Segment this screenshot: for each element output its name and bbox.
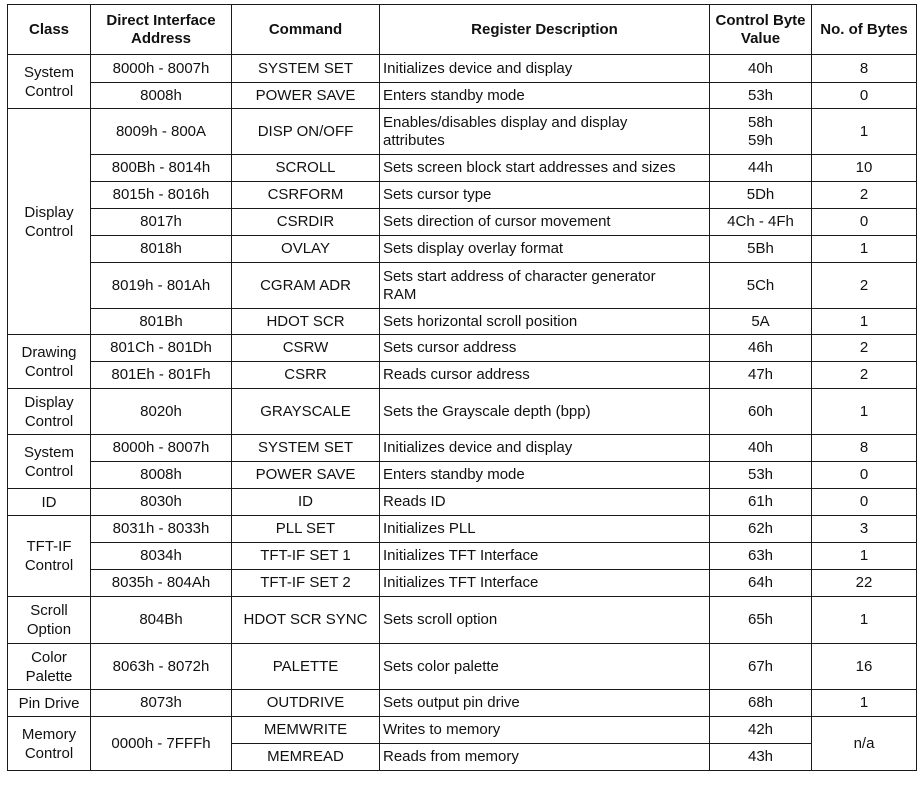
table-row (8, 597, 917, 644)
bytes-cell: 0 (812, 489, 917, 516)
bytes-cell: 22 (812, 570, 917, 597)
control-byte-cell: 46h (710, 335, 812, 362)
class-cell: System Control (8, 435, 91, 489)
control-byte-cell: 4Ch - 4Fh (710, 209, 812, 236)
class-cell: ID (8, 489, 91, 516)
address-cell: 8063h - 8072h (91, 644, 232, 690)
description-cell: Enables/disables display and display attributes (380, 109, 710, 155)
description-cell: Sets the Grayscale depth (bpp) (380, 389, 710, 435)
control-byte-cell: 5Bh (710, 236, 812, 263)
table-row (8, 309, 917, 335)
description-cell: Sets horizontal scroll position (380, 309, 710, 335)
command-cell: OUTDRIVE (232, 690, 380, 717)
command-cell: OVLAY (232, 236, 380, 263)
class-cell: TFT-IF Control (8, 516, 91, 597)
control-byte-cell: 43h (710, 744, 812, 771)
description-cell: Reads cursor address (380, 362, 710, 389)
table-row (8, 717, 917, 744)
class-cell: Drawing Control (8, 335, 91, 389)
description-cell: Reads from memory (380, 744, 710, 771)
description-cell: Sets start address of character generator RAM (380, 263, 710, 309)
address-cell: 800Bh - 8014h (91, 155, 232, 182)
bytes-cell: 2 (812, 182, 917, 209)
command-cell: CGRAM ADR (232, 263, 380, 309)
command-cell: TFT-IF SET 1 (232, 543, 380, 570)
command-cell: MEMWRITE (232, 717, 380, 744)
address-cell: 8008h (91, 83, 232, 109)
bytes-cell: 1 (812, 109, 917, 155)
class-cell: Display Control (8, 389, 91, 435)
command-cell: SCROLL (232, 155, 380, 182)
description-cell: Sets color palette (380, 644, 710, 690)
header-command: Command (232, 5, 380, 55)
description-cell: Initializes TFT Interface (380, 570, 710, 597)
bytes-cell: 0 (812, 209, 917, 236)
control-byte-cell: 40h (710, 435, 812, 462)
table-row (8, 389, 917, 435)
address-cell: 8020h (91, 389, 232, 435)
description-cell: Reads ID (380, 489, 710, 516)
bytes-cell: 2 (812, 263, 917, 309)
class-cell: System Control (8, 55, 91, 109)
control-byte-cell: 65h (710, 597, 812, 644)
address-cell: 8019h - 801Ah (91, 263, 232, 309)
class-cell: Color Palette (8, 644, 91, 690)
control-byte-cell: 47h (710, 362, 812, 389)
control-byte-cell: 60h (710, 389, 812, 435)
command-cell: SYSTEM SET (232, 435, 380, 462)
bytes-cell: 8 (812, 435, 917, 462)
table-row (8, 83, 917, 109)
table-row (8, 55, 917, 83)
description-cell: Initializes PLL (380, 516, 710, 543)
control-byte-cell: 53h (710, 83, 812, 109)
address-cell: 8018h (91, 236, 232, 263)
address-cell: 801Ch - 801Dh (91, 335, 232, 362)
class-cell: Memory Control (8, 717, 91, 771)
class-cell: Display Control (8, 109, 91, 335)
address-cell: 8073h (91, 690, 232, 717)
table-row (8, 462, 917, 489)
control-byte-cell: 58h 59h (710, 109, 812, 155)
bytes-cell: 1 (812, 690, 917, 717)
table-row (8, 236, 917, 263)
description-cell: Enters standby mode (380, 462, 710, 489)
description-cell: Sets cursor type (380, 182, 710, 209)
header-description: Register Description (380, 5, 710, 55)
control-byte-cell: 53h (710, 462, 812, 489)
description-cell: Writes to memory (380, 717, 710, 744)
table-row (8, 489, 917, 516)
table-row (8, 543, 917, 570)
header-num-bytes: No. of Bytes (812, 5, 917, 55)
class-cell: Pin Drive (8, 690, 91, 717)
address-cell: 8031h - 8033h (91, 516, 232, 543)
address-cell: 8009h - 800A (91, 109, 232, 155)
description-cell: Initializes device and display (380, 435, 710, 462)
class-cell: Scroll Option (8, 597, 91, 644)
description-cell: Sets direction of cursor movement (380, 209, 710, 236)
table-row (8, 516, 917, 543)
command-cell: TFT-IF SET 2 (232, 570, 380, 597)
control-byte-cell: 63h (710, 543, 812, 570)
address-cell: 0000h - 7FFFh (91, 717, 232, 771)
bytes-cell: 0 (812, 462, 917, 489)
command-cell: POWER SAVE (232, 83, 380, 109)
register-table (7, 4, 917, 771)
control-byte-cell: 5Dh (710, 182, 812, 209)
control-byte-cell: 5Ch (710, 263, 812, 309)
bytes-cell: 1 (812, 236, 917, 263)
control-byte-cell: 61h (710, 489, 812, 516)
description-cell: Initializes device and display (380, 55, 710, 83)
address-cell: 8000h - 8007h (91, 435, 232, 462)
header-class: Class (8, 5, 91, 55)
header-row (8, 5, 917, 55)
table-row (8, 182, 917, 209)
bytes-cell: 8 (812, 55, 917, 83)
bytes-cell: 2 (812, 362, 917, 389)
description-cell: Sets cursor address (380, 335, 710, 362)
description-cell: Initializes TFT Interface (380, 543, 710, 570)
bytes-cell: 1 (812, 543, 917, 570)
control-byte-cell: 44h (710, 155, 812, 182)
command-cell: GRAYSCALE (232, 389, 380, 435)
table-row (8, 362, 917, 389)
header-control-byte: Control Byte Value (710, 5, 812, 55)
command-cell: HDOT SCR SYNC (232, 597, 380, 644)
description-cell: Sets screen block start addresses and sizes (380, 155, 710, 182)
address-cell: 8034h (91, 543, 232, 570)
control-byte-cell: 67h (710, 644, 812, 690)
register-table-wrapper (7, 4, 917, 771)
table-row (8, 690, 917, 717)
address-cell: 8030h (91, 489, 232, 516)
address-cell: 801Eh - 801Fh (91, 362, 232, 389)
bytes-cell: 3 (812, 516, 917, 543)
table-row (8, 644, 917, 690)
control-byte-cell: 5A (710, 309, 812, 335)
control-byte-cell: 40h (710, 55, 812, 83)
command-cell: HDOT SCR (232, 309, 380, 335)
table-row (8, 109, 917, 155)
command-cell: CSRW (232, 335, 380, 362)
bytes-cell: 16 (812, 644, 917, 690)
command-cell: MEMREAD (232, 744, 380, 771)
control-byte-cell: 68h (710, 690, 812, 717)
command-cell: ID (232, 489, 380, 516)
command-cell: CSRR (232, 362, 380, 389)
table-row (8, 570, 917, 597)
address-cell: 8017h (91, 209, 232, 236)
address-cell: 804Bh (91, 597, 232, 644)
command-cell: SYSTEM SET (232, 55, 380, 83)
bytes-cell: 1 (812, 309, 917, 335)
address-cell: 8015h - 8016h (91, 182, 232, 209)
header-address: Direct Interface Address (91, 5, 232, 55)
description-cell: Enters standby mode (380, 83, 710, 109)
address-cell: 801Bh (91, 309, 232, 335)
table-row (8, 335, 917, 362)
control-byte-cell: 62h (710, 516, 812, 543)
command-cell: POWER SAVE (232, 462, 380, 489)
bytes-cell: 0 (812, 83, 917, 109)
description-cell: Sets output pin drive (380, 690, 710, 717)
table-row (8, 155, 917, 182)
address-cell: 8008h (91, 462, 232, 489)
command-cell: CSRDIR (232, 209, 380, 236)
bytes-cell: 10 (812, 155, 917, 182)
control-byte-cell: 64h (710, 570, 812, 597)
address-cell: 8035h - 804Ah (91, 570, 232, 597)
table-row (8, 263, 917, 309)
command-cell: CSRFORM (232, 182, 380, 209)
address-cell: 8000h - 8007h (91, 55, 232, 83)
command-cell: PALETTE (232, 644, 380, 690)
bytes-cell: 1 (812, 597, 917, 644)
command-cell: PLL SET (232, 516, 380, 543)
bytes-cell: 1 (812, 389, 917, 435)
bytes-cell: n/a (812, 717, 917, 771)
table-row (8, 209, 917, 236)
control-byte-cell: 42h (710, 717, 812, 744)
command-cell: DISP ON/OFF (232, 109, 380, 155)
bytes-cell: 2 (812, 335, 917, 362)
description-cell: Sets scroll option (380, 597, 710, 644)
table-row (8, 435, 917, 462)
description-cell: Sets display overlay format (380, 236, 710, 263)
